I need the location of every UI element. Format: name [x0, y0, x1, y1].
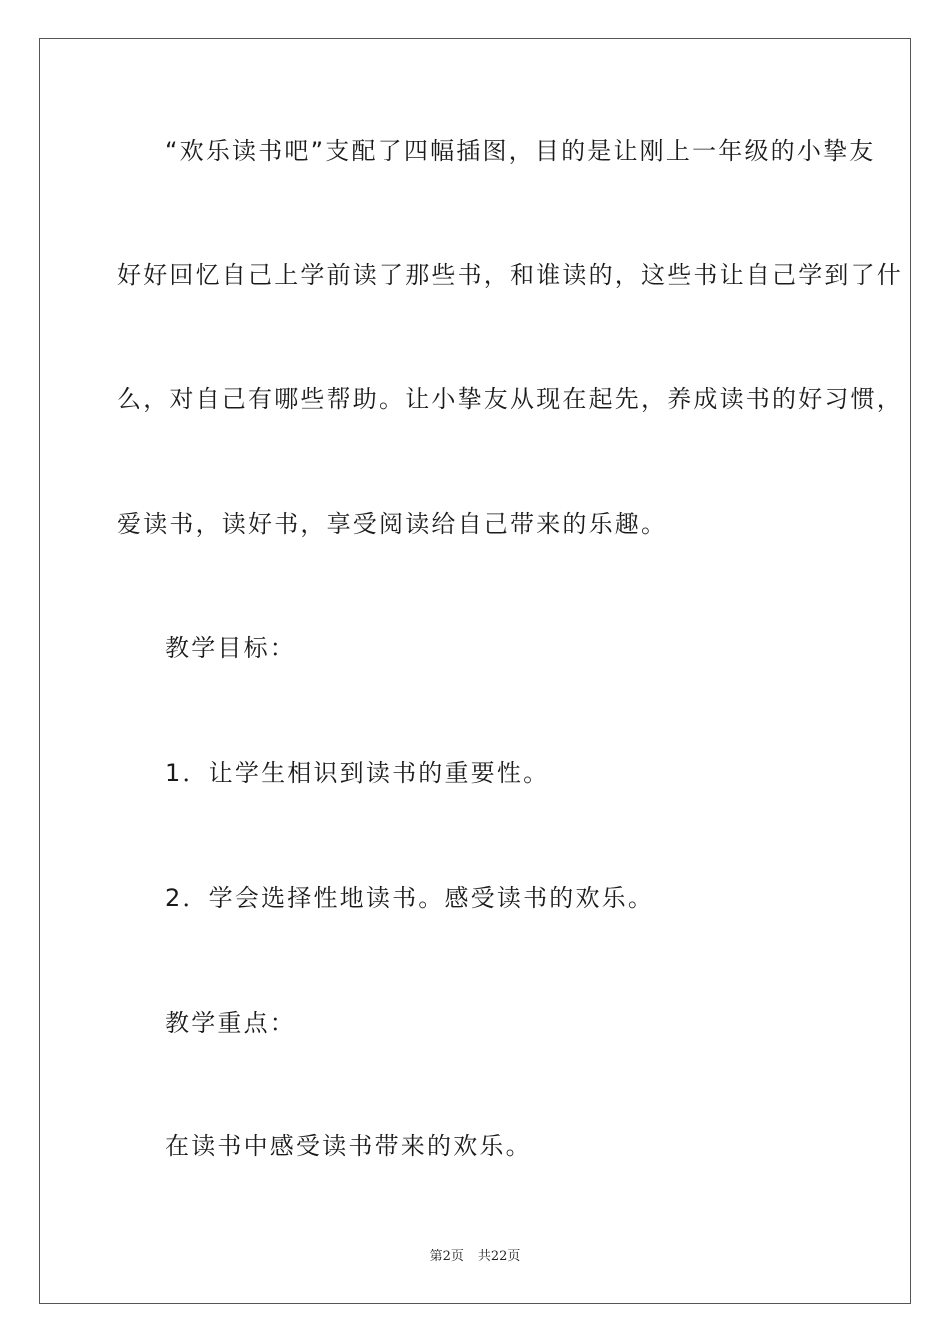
page-footer: [0, 1249, 950, 1265]
key-point-text: 在读书中感受读书带来的欢乐。: [165, 1132, 532, 1160]
paragraph-line-2: 好好回忆自己上学前读了那些书，和谁读的，这些书让自己学到了什: [117, 261, 903, 289]
page-number-total: 共22页: [477, 1249, 521, 1264]
objective-item-2: 2．学会选择性地读书。感受读书的欢乐。: [165, 884, 655, 912]
page-border: [39, 38, 911, 1304]
heading-key-points: 教学重点：: [165, 1009, 296, 1037]
objective-item-1: 1．让学生相识到读书的重要性。: [165, 759, 550, 787]
heading-objectives: 教学目标：: [165, 634, 296, 662]
page-number-current: 第2页: [429, 1249, 464, 1264]
paragraph-line-1: “欢乐读书吧”支配了四幅插图，目的是让刚上一年级的小挚友: [165, 137, 876, 165]
paragraph-line-3: 么，对自己有哪些帮助。让小挚友从现在起先，养成读书的好习惯，: [117, 385, 903, 413]
paragraph-line-4: 爱读书，读好书，享受阅读给自己带来的乐趣。: [117, 510, 668, 538]
